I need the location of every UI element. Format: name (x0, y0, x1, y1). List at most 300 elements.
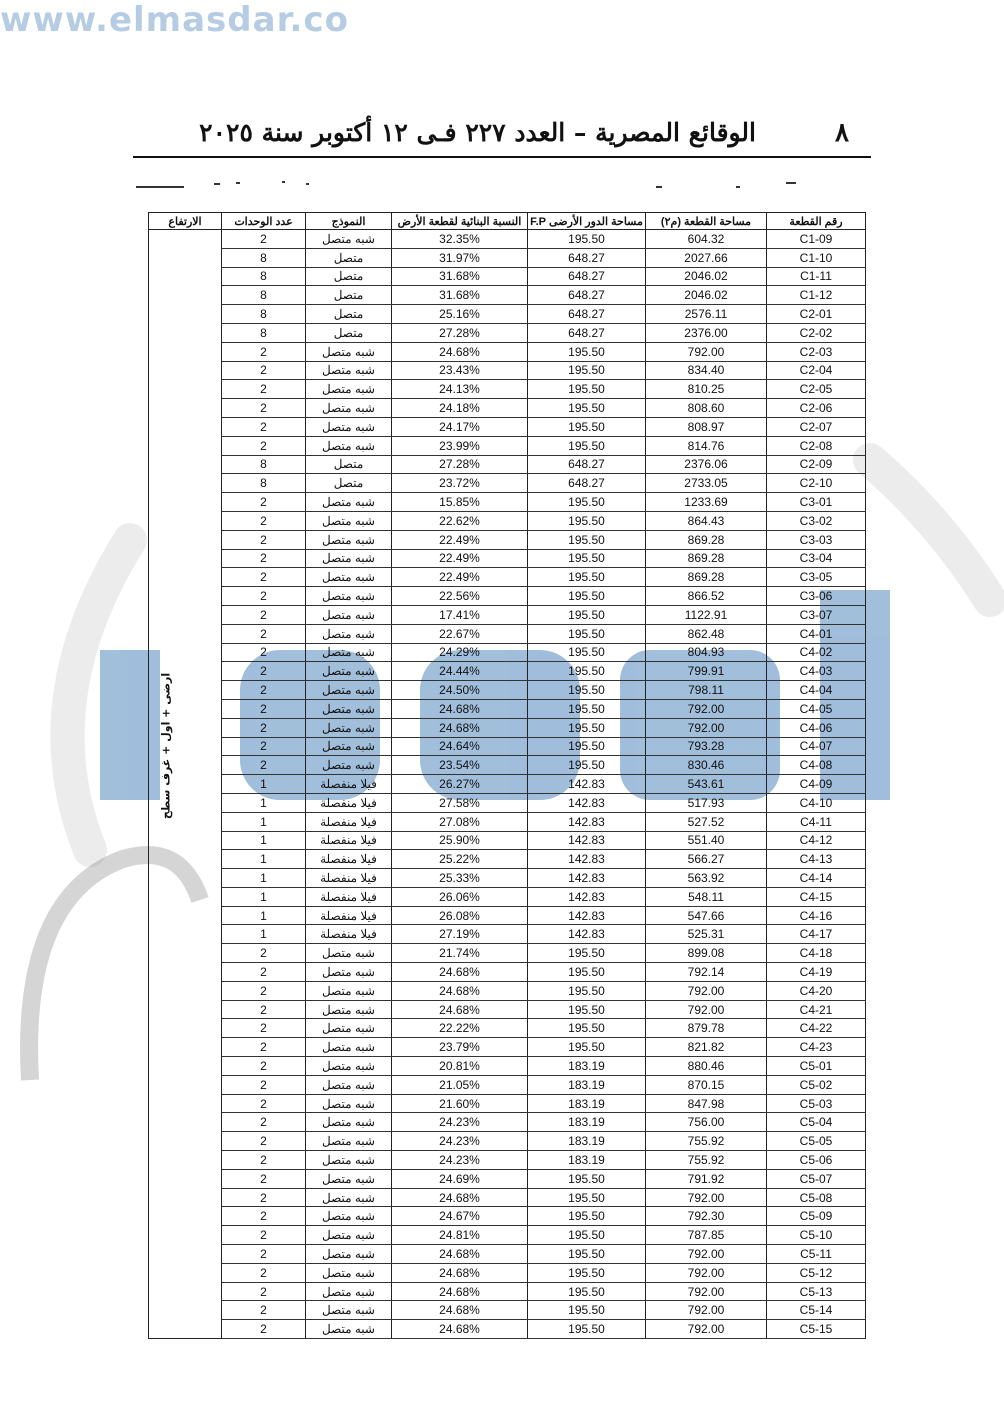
cell-model: شبه متصل (306, 1132, 392, 1151)
table-row (149, 1169, 866, 1188)
table-row (149, 587, 866, 606)
column-header-plot-no: رقم القطعة (767, 213, 866, 230)
table-row (149, 831, 866, 850)
cell-plot-area: 792.00 (646, 699, 767, 718)
cell-model: شبه متصل (306, 1113, 392, 1132)
cell-model: متصل (306, 474, 392, 493)
table-row (149, 1320, 866, 1339)
cell-plot-area: 792.14 (646, 963, 767, 982)
table-row (149, 568, 866, 587)
cell-building-ratio: 27.08% (392, 812, 528, 831)
cell-building-ratio: 23.99% (392, 436, 528, 455)
cell-units: 2 (222, 1207, 306, 1226)
cell-plot-area: 792.30 (646, 1207, 767, 1226)
cell-building-ratio: 24.68% (392, 1188, 528, 1207)
cell-model: فيلا منفصلة (306, 925, 392, 944)
table-row (149, 887, 866, 906)
table-row (149, 944, 866, 963)
cell-units: 2 (222, 417, 306, 436)
cell-model: متصل (306, 455, 392, 474)
cell-plot-area: 566.27 (646, 850, 767, 869)
table-row (149, 248, 866, 267)
table-row (149, 1075, 866, 1094)
cell-model: شبه متصل (306, 662, 392, 681)
table-row (149, 1094, 866, 1113)
cell-units: 2 (222, 944, 306, 963)
cell-plot-no: C4-09 (767, 775, 866, 794)
cell-footprint-area: 195.50 (528, 643, 646, 662)
plots-table-body (149, 230, 866, 1339)
cell-plot-no: C4-20 (767, 981, 866, 1000)
cell-plot-no: C4-13 (767, 850, 866, 869)
cell-units: 2 (222, 493, 306, 512)
table-row (149, 511, 866, 530)
table-row (149, 1057, 866, 1076)
table-row (149, 662, 866, 681)
cell-footprint-area: 195.50 (528, 662, 646, 681)
cell-units: 2 (222, 1245, 306, 1264)
cell-plot-no: C1-09 (767, 230, 866, 249)
cell-building-ratio: 24.23% (392, 1132, 528, 1151)
cell-units: 8 (222, 286, 306, 305)
cell-units: 2 (222, 1057, 306, 1076)
cell-footprint-area: 195.50 (528, 1000, 646, 1019)
table-row (149, 1282, 866, 1301)
cell-building-ratio: 22.49% (392, 530, 528, 549)
cell-plot-no: C5-01 (767, 1057, 866, 1076)
cell-plot-no: C4-08 (767, 756, 866, 775)
table-row (149, 361, 866, 380)
cell-units: 1 (222, 793, 306, 812)
cell-units: 2 (222, 718, 306, 737)
cell-plot-no: C4-22 (767, 1019, 866, 1038)
cell-units: 1 (222, 831, 306, 850)
cell-plot-no: C4-06 (767, 718, 866, 737)
cell-building-ratio: 25.16% (392, 305, 528, 324)
cell-footprint-area: 183.19 (528, 1057, 646, 1076)
cell-footprint-area: 195.50 (528, 342, 646, 361)
cell-plot-area: 814.76 (646, 436, 767, 455)
cell-building-ratio: 31.68% (392, 286, 528, 305)
cell-plot-area: 2046.02 (646, 267, 767, 286)
cell-plot-no: C4-16 (767, 906, 866, 925)
cell-units: 2 (222, 1094, 306, 1113)
cell-building-ratio: 24.68% (392, 718, 528, 737)
column-header-building-ratio: النسبة البنائية لقطعة الأرض (392, 213, 528, 230)
table-row (149, 869, 866, 888)
cell-plot-area: 834.40 (646, 361, 767, 380)
watermark-url-text: www.elmasdar.co (0, 0, 349, 40)
cell-footprint-area: 195.50 (528, 1188, 646, 1207)
cell-building-ratio: 24.68% (392, 342, 528, 361)
cell-building-ratio: 24.68% (392, 1245, 528, 1264)
cell-units: 2 (222, 737, 306, 756)
cell-model: فيلا منفصلة (306, 793, 392, 812)
cell-plot-no: C5-10 (767, 1226, 866, 1245)
cell-units: 2 (222, 342, 306, 361)
cell-plot-no: C5-13 (767, 1282, 866, 1301)
scan-artifact-line (136, 186, 856, 194)
cell-model: شبه متصل (306, 1301, 392, 1320)
cell-units: 2 (222, 530, 306, 549)
cell-units: 8 (222, 267, 306, 286)
table-row (149, 643, 866, 662)
cell-units: 2 (222, 1263, 306, 1282)
table-row (149, 624, 866, 643)
cell-units: 1 (222, 775, 306, 794)
cell-plot-area: 870.15 (646, 1075, 767, 1094)
cell-units: 2 (222, 1000, 306, 1019)
cell-units: 2 (222, 1075, 306, 1094)
cell-plot-area: 880.46 (646, 1057, 767, 1076)
table-row (149, 756, 866, 775)
cell-units: 2 (222, 1301, 306, 1320)
cell-model: فيلا منفصلة (306, 906, 392, 925)
cell-plot-no: C2-03 (767, 342, 866, 361)
cell-model: شبه متصل (306, 643, 392, 662)
cell-model: شبه متصل (306, 511, 392, 530)
cell-building-ratio: 31.68% (392, 267, 528, 286)
cell-footprint-area: 195.50 (528, 1282, 646, 1301)
cell-plot-area: 2376.06 (646, 455, 767, 474)
cell-model: شبه متصل (306, 1226, 392, 1245)
cell-plot-area: 792.00 (646, 718, 767, 737)
cell-footprint-area: 195.50 (528, 587, 646, 606)
cell-plot-area: 804.93 (646, 643, 767, 662)
cell-footprint-area: 183.19 (528, 1113, 646, 1132)
column-header-plot-area: مساحة القطعة (م٢) (646, 213, 767, 230)
cell-footprint-area: 195.50 (528, 530, 646, 549)
table-row (149, 417, 866, 436)
cell-plot-area: 808.60 (646, 399, 767, 418)
cell-footprint-area: 142.83 (528, 793, 646, 812)
cell-plot-area: 563.92 (646, 869, 767, 888)
cell-plot-no: C3-07 (767, 605, 866, 624)
cell-footprint-area: 183.19 (528, 1075, 646, 1094)
cell-model: شبه متصل (306, 1263, 392, 1282)
cell-plot-no: C1-11 (767, 267, 866, 286)
cell-plot-area: 792.00 (646, 1263, 767, 1282)
cell-footprint-area: 648.27 (528, 455, 646, 474)
cell-building-ratio: 24.64% (392, 737, 528, 756)
cell-building-ratio: 24.81% (392, 1226, 528, 1245)
header-divider (133, 156, 871, 158)
cell-model: شبه متصل (306, 1188, 392, 1207)
cell-model: شبه متصل (306, 699, 392, 718)
cell-plot-area: 879.78 (646, 1019, 767, 1038)
cell-plot-no: C4-07 (767, 737, 866, 756)
cell-building-ratio: 24.67% (392, 1207, 528, 1226)
cell-plot-no: C4-12 (767, 831, 866, 850)
cell-model: شبه متصل (306, 1245, 392, 1264)
cell-model: فيلا منفصلة (306, 869, 392, 888)
cell-units: 2 (222, 643, 306, 662)
cell-plot-area: 869.28 (646, 530, 767, 549)
table-row (149, 1151, 866, 1170)
table-row (149, 1188, 866, 1207)
cell-model: شبه متصل (306, 1019, 392, 1038)
cell-units: 2 (222, 699, 306, 718)
table-row (149, 812, 866, 831)
cell-building-ratio: 22.22% (392, 1019, 528, 1038)
cell-plot-area: 2733.05 (646, 474, 767, 493)
cell-footprint-area: 142.83 (528, 850, 646, 869)
page-number: ٨ (835, 118, 849, 148)
cell-building-ratio: 24.68% (392, 1282, 528, 1301)
cell-plot-area: 756.00 (646, 1113, 767, 1132)
cell-model: شبه متصل (306, 530, 392, 549)
cell-model: شبه متصل (306, 230, 392, 249)
table-row (149, 305, 866, 324)
cell-plot-area: 1122.91 (646, 605, 767, 624)
cell-model: شبه متصل (306, 1169, 392, 1188)
cell-building-ratio: 27.58% (392, 793, 528, 812)
cell-units: 2 (222, 399, 306, 418)
cell-model: شبه متصل (306, 981, 392, 1000)
cell-building-ratio: 22.49% (392, 568, 528, 587)
cell-plot-no: C2-01 (767, 305, 866, 324)
cell-units: 2 (222, 1113, 306, 1132)
cell-building-ratio: 24.68% (392, 1320, 528, 1339)
cell-building-ratio: 24.23% (392, 1151, 528, 1170)
cell-plot-area: 2027.66 (646, 248, 767, 267)
cell-plot-area: 792.00 (646, 1188, 767, 1207)
cell-plot-area: 864.43 (646, 511, 767, 530)
cell-plot-no: C4-03 (767, 662, 866, 681)
table-row (149, 530, 866, 549)
cell-plot-no: C2-05 (767, 380, 866, 399)
cell-plot-no: C3-06 (767, 587, 866, 606)
cell-plot-area: 543.61 (646, 775, 767, 794)
cell-plot-area: 755.92 (646, 1132, 767, 1151)
cell-plot-no: C2-08 (767, 436, 866, 455)
table-row (149, 436, 866, 455)
cell-footprint-area: 195.50 (528, 1320, 646, 1339)
cell-footprint-area: 195.50 (528, 549, 646, 568)
cell-plot-area: 830.46 (646, 756, 767, 775)
table-row (149, 230, 866, 249)
cell-units: 1 (222, 906, 306, 925)
cell-model: شبه متصل (306, 436, 392, 455)
cell-building-ratio: 21.05% (392, 1075, 528, 1094)
cell-building-ratio: 20.81% (392, 1057, 528, 1076)
cell-plot-no: C4-14 (767, 869, 866, 888)
cell-model: شبه متصل (306, 1075, 392, 1094)
cell-plot-area: 547.66 (646, 906, 767, 925)
cell-building-ratio: 24.18% (392, 399, 528, 418)
cell-plot-no: C3-05 (767, 568, 866, 587)
cell-plot-area: 798.11 (646, 681, 767, 700)
cell-building-ratio: 22.56% (392, 587, 528, 606)
cell-footprint-area: 195.50 (528, 511, 646, 530)
cell-model: متصل (306, 248, 392, 267)
cell-building-ratio: 24.68% (392, 963, 528, 982)
table-row (149, 775, 866, 794)
cell-units: 8 (222, 323, 306, 342)
cell-plot-no: C5-05 (767, 1132, 866, 1151)
cell-model: شبه متصل (306, 587, 392, 606)
cell-plot-area: 787.85 (646, 1226, 767, 1245)
table-row (149, 850, 866, 869)
cell-plot-area: 869.28 (646, 549, 767, 568)
cell-building-ratio: 24.68% (392, 1263, 528, 1282)
cell-units: 2 (222, 756, 306, 775)
table-row (149, 1245, 866, 1264)
table-row (149, 1000, 866, 1019)
cell-plot-area: 792.00 (646, 1282, 767, 1301)
cell-model: شبه متصل (306, 1057, 392, 1076)
cell-units: 1 (222, 850, 306, 869)
cell-footprint-area: 142.83 (528, 812, 646, 831)
cell-footprint-area: 195.50 (528, 1207, 646, 1226)
table-row (149, 1263, 866, 1282)
cell-footprint-area: 195.50 (528, 1301, 646, 1320)
cell-model: شبه متصل (306, 1038, 392, 1057)
cell-plot-area: 810.25 (646, 380, 767, 399)
cell-plot-area: 2376.00 (646, 323, 767, 342)
cell-building-ratio: 24.13% (392, 380, 528, 399)
cell-units: 2 (222, 963, 306, 982)
cell-building-ratio: 27.28% (392, 323, 528, 342)
cell-footprint-area: 195.50 (528, 1038, 646, 1057)
cell-plot-area: 869.28 (646, 568, 767, 587)
cell-plot-no: C4-04 (767, 681, 866, 700)
cell-plot-area: 792.00 (646, 342, 767, 361)
cell-footprint-area: 142.83 (528, 925, 646, 944)
cell-footprint-area: 648.27 (528, 323, 646, 342)
cell-model: فيلا منفصلة (306, 831, 392, 850)
cell-footprint-area: 195.50 (528, 568, 646, 587)
cell-units: 2 (222, 1282, 306, 1301)
cell-plot-no: C2-04 (767, 361, 866, 380)
cell-units: 2 (222, 1188, 306, 1207)
cell-building-ratio: 24.68% (392, 1301, 528, 1320)
cell-model: شبه متصل (306, 605, 392, 624)
cell-footprint-area: 195.50 (528, 380, 646, 399)
table-row (149, 718, 866, 737)
table-row (149, 1113, 866, 1132)
height-value-label: ارضى + اول + غرف سطح (159, 672, 173, 820)
cell-footprint-area: 195.50 (528, 605, 646, 624)
cell-plot-no: C2-10 (767, 474, 866, 493)
cell-model: شبه متصل (306, 1207, 392, 1226)
cell-units: 2 (222, 230, 306, 249)
cell-building-ratio: 31.97% (392, 248, 528, 267)
cell-model: شبه متصل (306, 417, 392, 436)
cell-model: شبه متصل (306, 568, 392, 587)
cell-units: 2 (222, 1019, 306, 1038)
cell-model: متصل (306, 267, 392, 286)
table-row (149, 963, 866, 982)
cell-units: 8 (222, 305, 306, 324)
table-row (149, 1226, 866, 1245)
cell-plot-no: C5-15 (767, 1320, 866, 1339)
cell-footprint-area: 195.50 (528, 699, 646, 718)
cell-footprint-area: 183.19 (528, 1094, 646, 1113)
cell-footprint-area: 195.50 (528, 1169, 646, 1188)
cell-model: شبه متصل (306, 1000, 392, 1019)
table-row (149, 549, 866, 568)
table-row (149, 906, 866, 925)
cell-units: 2 (222, 1169, 306, 1188)
table-row (149, 737, 866, 756)
cell-model: شبه متصل (306, 549, 392, 568)
cell-footprint-area: 195.50 (528, 737, 646, 756)
cell-model: شبه متصل (306, 718, 392, 737)
table-row (149, 323, 866, 342)
cell-units: 8 (222, 474, 306, 493)
cell-footprint-area: 142.83 (528, 906, 646, 925)
cell-footprint-area: 183.19 (528, 1151, 646, 1170)
table-row (149, 267, 866, 286)
cell-units: 2 (222, 587, 306, 606)
cell-building-ratio: 26.06% (392, 887, 528, 906)
cell-units: 2 (222, 624, 306, 643)
cell-building-ratio: 24.44% (392, 662, 528, 681)
cell-plot-area: 525.31 (646, 925, 767, 944)
cell-footprint-area: 142.83 (528, 775, 646, 794)
cell-building-ratio: 25.90% (392, 831, 528, 850)
cell-footprint-area: 195.50 (528, 1245, 646, 1264)
cell-building-ratio: 24.29% (392, 643, 528, 662)
cell-footprint-area: 648.27 (528, 286, 646, 305)
table-row (149, 681, 866, 700)
cell-footprint-area: 195.50 (528, 624, 646, 643)
cell-footprint-area: 195.50 (528, 417, 646, 436)
cell-plot-no: C4-02 (767, 643, 866, 662)
cell-building-ratio: 32.35% (392, 230, 528, 249)
cell-plot-area: 527.52 (646, 812, 767, 831)
cell-model: شبه متصل (306, 361, 392, 380)
cell-plot-area: 792.00 (646, 1245, 767, 1264)
cell-plot-no: C5-14 (767, 1301, 866, 1320)
cell-model: فيلا منفصلة (306, 887, 392, 906)
cell-building-ratio: 24.68% (392, 699, 528, 718)
cell-plot-area: 2576.11 (646, 305, 767, 324)
cell-model: متصل (306, 305, 392, 324)
cell-building-ratio: 24.68% (392, 981, 528, 1000)
cell-model: شبه متصل (306, 1320, 392, 1339)
cell-building-ratio: 21.74% (392, 944, 528, 963)
cell-building-ratio: 22.62% (392, 511, 528, 530)
cell-footprint-area: 142.83 (528, 869, 646, 888)
cell-footprint-area: 195.50 (528, 681, 646, 700)
cell-plot-area: 604.32 (646, 230, 767, 249)
cell-footprint-area: 195.50 (528, 981, 646, 1000)
cell-plot-no: C2-07 (767, 417, 866, 436)
cell-model: شبه متصل (306, 342, 392, 361)
table-row (149, 493, 866, 512)
cell-units: 2 (222, 380, 306, 399)
cell-units: 2 (222, 1151, 306, 1170)
cell-plot-no: C4-11 (767, 812, 866, 831)
cell-units: 2 (222, 681, 306, 700)
cell-plot-no: C2-09 (767, 455, 866, 474)
cell-footprint-area: 648.27 (528, 305, 646, 324)
table-row (149, 1207, 866, 1226)
cell-plot-no: C4-05 (767, 699, 866, 718)
cell-plot-no: C3-02 (767, 511, 866, 530)
cell-plot-no: C3-03 (767, 530, 866, 549)
cell-units: 2 (222, 981, 306, 1000)
cell-units: 2 (222, 1226, 306, 1245)
watermark-url (0, 0, 390, 40)
cell-plot-no: C5-03 (767, 1094, 866, 1113)
cell-model: شبه متصل (306, 944, 392, 963)
cell-footprint-area: 648.27 (528, 248, 646, 267)
cell-plot-no: C4-18 (767, 944, 866, 963)
cell-units: 2 (222, 549, 306, 568)
